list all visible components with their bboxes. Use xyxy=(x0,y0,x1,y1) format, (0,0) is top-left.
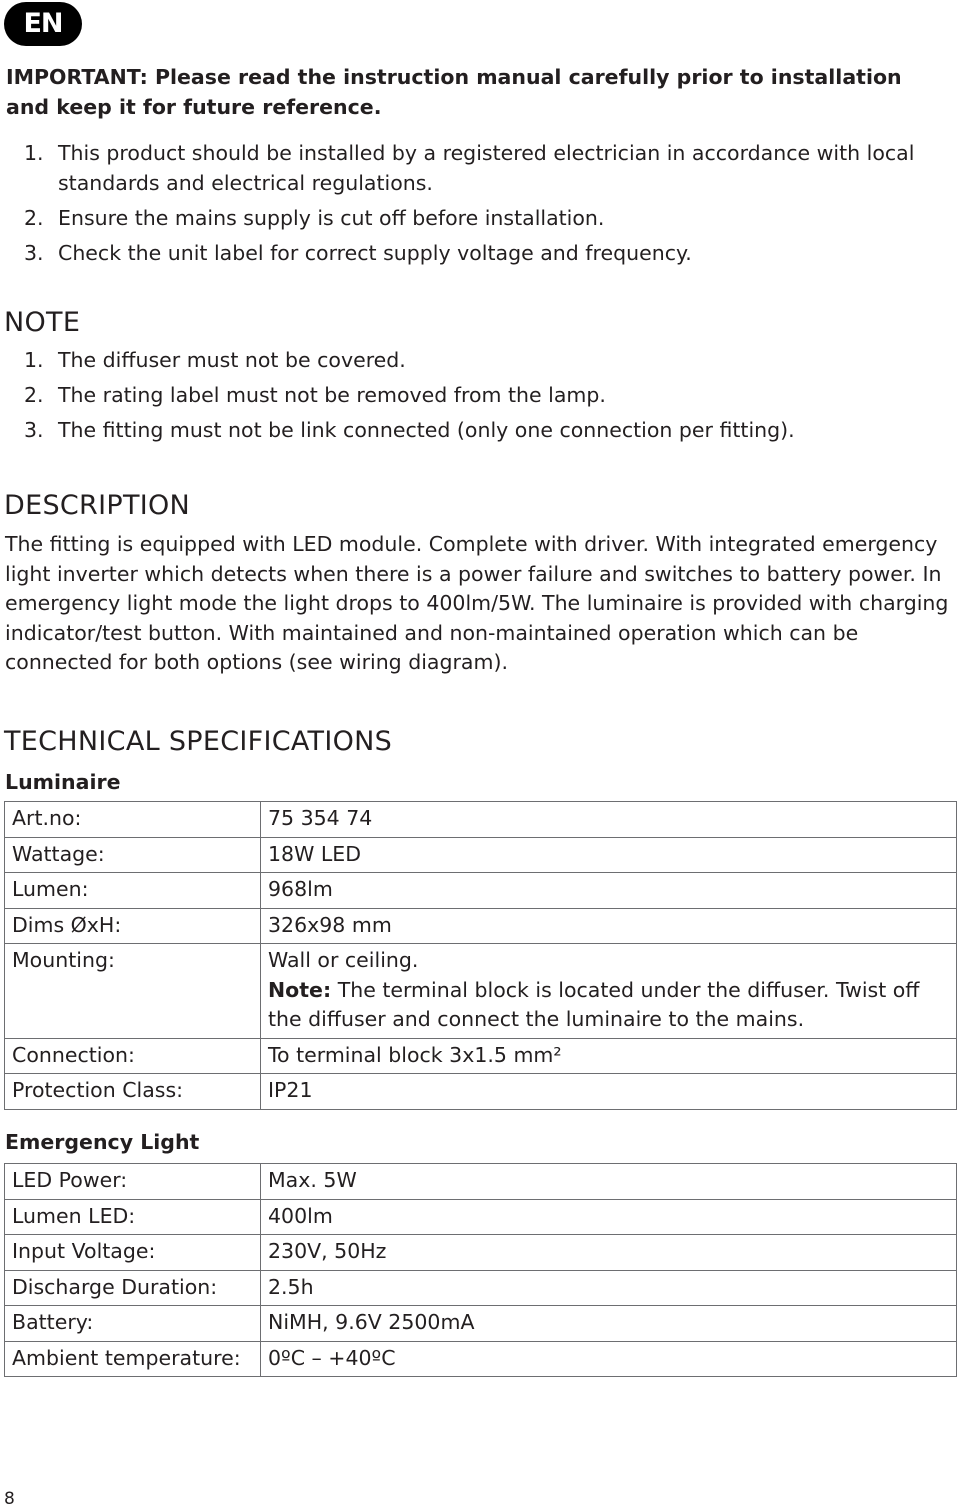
page-number: 8 xyxy=(4,1489,15,1509)
spec-value: Wall or ceiling. xyxy=(268,948,419,972)
spec-label: Art.no: xyxy=(5,802,261,838)
table-row xyxy=(5,1341,957,1377)
luminaire-spec-table xyxy=(4,801,957,1110)
spec-label: Lumen: xyxy=(5,873,261,909)
note-heading: NOTE xyxy=(4,307,81,338)
spec-label: Ambient temperature: xyxy=(5,1341,261,1377)
emergency-light-spec-table xyxy=(4,1163,957,1377)
list-item-text: The fitting must not be link connected (only one connection per fitting). xyxy=(58,418,795,442)
spec-value: 400lm xyxy=(261,1199,957,1235)
table-row xyxy=(5,873,957,909)
list-item-number: 1. xyxy=(24,141,44,165)
language-badge: EN xyxy=(4,2,82,46)
list-item xyxy=(0,380,945,410)
description-text: The fitting is equipped with LED module. Complete with driver. With integrated emergency light inverter which detects when there is a power failure and switches to battery power. In emergency light mode the light drops to 400lm/5W. The luminaire is provided with charging indicator/test button. With maintained and non-maintained operation which can be connected for both options (see wiring diagram). xyxy=(5,532,949,674)
spec-label: Discharge Duration: xyxy=(5,1270,261,1306)
important-notice: IMPORTANT: Please read the instruction manual carefully prior to installation and keep it for future reference. xyxy=(6,65,902,119)
spec-value: 968lm xyxy=(261,873,957,909)
list-item xyxy=(0,345,945,375)
spec-value: NiMH, 9.6V 2500mA xyxy=(261,1306,957,1342)
table-row xyxy=(5,944,957,1039)
installation-instructions xyxy=(0,138,945,273)
spec-value: 18W LED xyxy=(261,837,957,873)
spec-label: Mounting: xyxy=(5,944,261,1039)
table-row xyxy=(5,1306,957,1342)
table-row xyxy=(5,1164,957,1200)
list-item-number: 3. xyxy=(24,241,44,265)
list-item xyxy=(0,415,945,445)
spec-value: 2.5h xyxy=(261,1270,957,1306)
spec-value: 230V, 50Hz xyxy=(261,1235,957,1271)
table-row xyxy=(5,1199,957,1235)
table-row xyxy=(5,908,957,944)
spec-label: Lumen LED: xyxy=(5,1199,261,1235)
note-text: The terminal block is located under the diffuser. Twist off the diffuser and connect the luminaire to the mains. xyxy=(268,977,920,1031)
spec-label: Dims ØxH: xyxy=(5,908,261,944)
spec-label: Wattage: xyxy=(5,837,261,873)
spec-label: Protection Class: xyxy=(5,1074,261,1110)
list-item-text: Check the unit label for correct supply voltage and frequency. xyxy=(58,241,692,265)
description-heading: DESCRIPTION xyxy=(4,490,191,521)
emergency-light-heading: Emergency Light xyxy=(5,1130,200,1154)
spec-value: IP21 xyxy=(261,1074,957,1110)
spec-value: To terminal block 3x1.5 mm² xyxy=(261,1038,957,1074)
list-item-number: 3. xyxy=(24,418,44,442)
table-row xyxy=(5,1270,957,1306)
note-label: Note: xyxy=(268,977,332,1002)
spec-value: 0ºC – +40ºC xyxy=(261,1341,957,1377)
table-row xyxy=(5,1074,957,1110)
spec-value: Max. 5W xyxy=(261,1164,957,1200)
mounting-note xyxy=(268,976,949,1035)
spec-label: Input Voltage: xyxy=(5,1235,261,1271)
spec-value: 326x98 mm xyxy=(261,908,957,944)
list-item-number: 2. xyxy=(24,206,44,230)
list-item-number: 1. xyxy=(24,348,44,372)
technical-specifications-heading: TECHNICAL SPECIFICATIONS xyxy=(4,726,393,757)
spec-label: LED Power: xyxy=(5,1164,261,1200)
table-row xyxy=(5,802,957,838)
note-list xyxy=(0,345,945,450)
table-row xyxy=(5,837,957,873)
spec-value: 75 354 74 xyxy=(261,802,957,838)
list-item-text: This product should be installed by a registered electrician in accordance with local standards and electrical regulations. xyxy=(58,141,915,195)
luminaire-heading: Luminaire xyxy=(5,770,121,794)
list-item xyxy=(0,138,945,198)
spec-label: Battery: xyxy=(5,1306,261,1342)
list-item-text: The diffuser must not be covered. xyxy=(58,348,406,372)
list-item-text: Ensure the mains supply is cut off before installation. xyxy=(58,206,605,230)
list-item-text: The rating label must not be removed from the lamp. xyxy=(58,383,606,407)
table-row xyxy=(5,1235,957,1271)
list-item xyxy=(0,238,945,268)
table-row xyxy=(5,1038,957,1074)
spec-value-cell xyxy=(261,944,957,1039)
list-item-number: 2. xyxy=(24,383,44,407)
list-item xyxy=(0,203,945,233)
spec-label: Connection: xyxy=(5,1038,261,1074)
